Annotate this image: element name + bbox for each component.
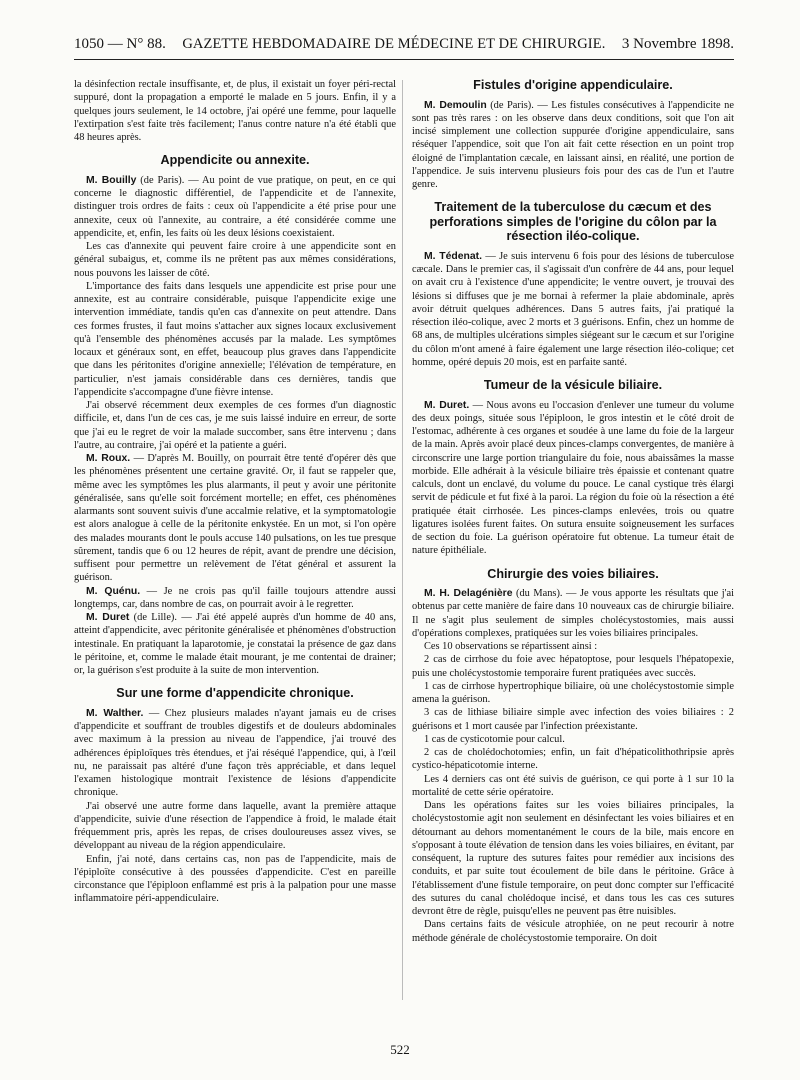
paragraph: [412, 399, 734, 558]
paragraph-text: (de Lille). — J'ai été appelé auprès d'un homme de 40 ans, atteint d'appendicite, avec péritonite généralisée et phénomènes d'obstruction intestinale. En pratiquant la laparotomie, je constatai la présence de gaz dans le péritoine, et, comme le malade était mourant, je me contentai de drainer; or, la guérison s'est produite à la suite de mon intervention.: [74, 612, 396, 676]
paragraph-text: (de Paris). — Au point de vue pratique, on peut, en ce qui concerne le diagnostic différentiel, de l'appendicite et de l'annexite, distinguer trois ordres de faits : ceux où l'appendicite a été prise pour une annexite, ceux où l'annexite, au contraire, a été considérée comme une appendicite, et, enfin, les faits où les deux lésions coexistaient.: [74, 174, 396, 239]
speaker-name: M. Bouilly: [86, 174, 137, 186]
paragraph: [412, 587, 734, 640]
paragraph-text: (de Paris). — Les fistules consécutives à l'appendicite ne sont pas très rares : on les observe dans deux conditions, soit que l'on ait incisé simplement une collection suppurée d'origine appendiculaire, sans réséquer l'appendice, soit que l'on ait fait cette résection en un point trop éloigné de l'implantation cæcale, en laissant ainsi, en réalité, une portion de l'appendice. Je suis intervenu plusieurs fois pour des cas de l'un et l'autre genre.: [412, 99, 734, 190]
speaker-name: M. Roux.: [86, 453, 131, 464]
running-head: [74, 36, 734, 60]
paragraph-text: — D'après M. Bouilly, on pourrait être tenté d'opérer dès que les phénomènes présentent une certaine gravité. Or, il faut se rappeler que, même avec les symptômes les plus alarmants, il peut y avoir une péritonite généralisée, sans qu'elle soit forcément mortelle; en effet, ces phénomènes alarmants sont souvent suivis d'une accalmie relative, et la symptomatologie est alors analogue à celle de la péritonite enkystée. En un mot, si l'on opère des malades mourants dont le pouls accuse 140 pulsations, on les tue presque sûrement, tandis que 6 ou 12 heures de répit, avant de prendre une décision, suffisent pour permettre un relèvement de l'état général et assurent la guérison.: [74, 453, 397, 584]
paragraph: Les 4 derniers cas ont été suivis de guérison, ce qui porte à 1 sur 10 la mortalité de cette série opératoire.: [412, 773, 734, 798]
section-heading: Sur une forme d'appendicite chronique.: [116, 686, 354, 701]
speaker-name: M. Demoulin: [424, 99, 487, 111]
column-divider: [402, 80, 403, 1000]
paragraph-text: — Je ne crois pas qu'il faille toujours attendre aussi longtemps, car, dans nombre de cas, on pourrait avoir à le regretter.: [74, 585, 397, 610]
paragraph: [74, 585, 396, 612]
paragraph-text: — Chez plusieurs malades n'ayant jamais eu de crises d'appendicite et souffrant de troubles digestifs et de douleurs abdominales avec maximum à la pression au niveau de l'appendice, j'ai trouvé des adhérences épiploïques très étendues, et j'ai réséqué l'appendice, qui, à l'œil nu, ne paraissait pas altéré d'une façon très appréciable, et dans lequel l'examen histologique montrait l'existence de lésions d'appendicite chronique.: [74, 707, 396, 799]
paragraph: la désinfection rectale insuffisante, et, de plus, il existait un foyer péri-rectal suppuré, dont la propagation a emporté le malade en 5 jours. Enfin, il y a quelques jours seulement, le 14 octobre, j'ai opéré une femme, pour laquelle l'extirpation s'est faite très facilement; l'anus contre nature n'a été établi que 48 heures après.: [74, 79, 396, 143]
section-heading: Tumeur de la vésicule biliaire.: [483, 378, 663, 392]
section-heading: Fistules d'origine appendiculaire.: [473, 78, 673, 92]
paragraph: Enfin, j'ai noté, dans certains cas, non pas de l'appendicite, mais de l'épiploïte consécutive à des poussées d'appendicite. C'est en pareille circonstance que l'épiploon enflammé est pris à la palpation pour une masse inflammatoire péri-appendiculaire.: [74, 853, 396, 905]
speaker-name: M. Duret: [86, 612, 130, 623]
page-number: 1050 — N° 88.: [74, 36, 166, 52]
paragraph: [74, 174, 396, 240]
speaker-name: M. Tédenat.: [424, 250, 482, 262]
list-item: 2 cas de cirrhose du foie avec hépatoptose, pour lesquels l'hépatopexie, puis une cholécystostomie temporaire furent pratiquées avec succès.: [412, 654, 734, 679]
paragraph: J'ai observé récemment deux exemples de ces formes d'un diagnostic difficile, et, dans l'un de ces cas, je me suis laissé induire en erreur, de sorte que j'ai eu le regret de voir la malade succomber, sans être intervenu ; dans l'autre, au contraire, j'ai opéré et la patiente a guéri.: [74, 400, 396, 451]
paragraph: [74, 452, 396, 585]
paragraph: J'ai observé une autre forme dans laquelle, avant la première attaque d'appendicite, suivie d'une résection de l'appendice à froid, le malade était fréquemment pris, après les repas, de crises douloureuses assez vives, se développant au niveau de la région appendiculaire.: [74, 800, 396, 852]
paragraph: [412, 250, 734, 369]
paragraph: Dans les opérations faites sur les voies biliaires principales, la cholécystostomie agit non seulement en désinfectant les voies biliaires et en détournant au dehors momentanément le cours de la bile, mais encore en s'opposant à toute élévation de tension dans les voies biliaires, en évitant, par conséquent, la rupture des sutures faites pour remédier aux incisions des conduits, et par suite tout écoulement de bile dans le péritoine. Grâce à l'établissement d'une fistule temporaire, on peut donc compter sur l'efficacité des sutures du canal cholédoque incisé, et dans tous les cas ces sutures devront être de règle, puisqu'elles ne peuvent pas être nuisibles.: [412, 800, 734, 917]
paragraph: [412, 99, 734, 192]
list-item: 2 cas de cholédochotomies; enfin, un fait d'hépaticolithothripsie après cystico-hépaticotomie interne.: [412, 747, 734, 772]
paragraph-text: — Nous avons eu l'occasion d'enlever une tumeur du volume des deux poings, située sous l'épiploon, le gros intestin et le côté droit de l'estomac, adhérente à ces organes et soudée à une lame du foie de la largeur de la main. Après avoir placé deux pinces-clamps convergentes, de manière à circonscrire une large portion triangulaire du foie, nous abaissâmes la masse morbide. Elle adhérait à la vésicule biliaire très épaissie et contenant quatre calculs, dont un enclavé, du volume du pouce. Le canal cystique très élargi servit de pédicule et fut fixé à la paroi. La région du foie où la résection a été pratiquée était cirrhosée. Les pinces-clamps enlevées, trois ou quatre ligatures isolées furent faites. On sutura ensuite soigneusement les surfaces de section du foie. La guérison opératoire fut obtenue. La tumeur était de nature épithéliale.: [412, 399, 734, 557]
list-item: 1 cas de cirrhose hypertrophique biliaire, où une cholécystostomie simple amena la guérison.: [412, 680, 734, 705]
paragraph: Ces 10 observations se répartissent ainsi :: [424, 641, 598, 652]
journal-title: GAZETTE HEBDOMADAIRE DE MÉDECINE ET DE CHIRURGIE.: [182, 36, 606, 52]
paragraph: L'importance des faits dans lesquels une appendicite est prise pour une annexite, est au contraire considérable, puisque l'appendicite exige une intervention immédiate, tandis qu'en cas d'annexite on peut attendre. Dans ces formes frustes, il faut moins s'attacher aux signes locaux exclusivement qu'à l'ensemble des phénomènes accusés par la malade. Les symptômes locaux et généraux sont, en effet, beaucoup plus graves dans l'appendicite que dans les péritonites d'origine annexielle; l'élévation de température, en particulier, n'est jamais considérable dans ces dernières, tandis que l'appendicite s'accompagne d'une fièvre intense.: [74, 280, 396, 398]
section-heading: Appendicite ou annexite.: [160, 153, 310, 168]
paragraph: Les cas d'annexite qui peuvent faire croire à une appendicite sont en général subaigus, et, comme ils ne prêtent pas aux mêmes considérations, nous pouvons les laisser de côté.: [74, 241, 396, 279]
folio-number: 522: [390, 1042, 410, 1057]
speaker-name: M. Walther.: [86, 707, 144, 719]
issue-date: 3 Novembre 1898.: [621, 36, 734, 52]
list-item: 1 cas de cysticotomie pour calcul.: [424, 733, 565, 745]
speaker-name: M. H. Delagénière: [424, 588, 513, 599]
section-heading: Chirurgie des voies biliaires.: [487, 566, 659, 581]
left-column: [74, 78, 396, 906]
paragraph: [74, 611, 396, 677]
speaker-name: M. Quénu.: [86, 585, 141, 597]
right-column: [412, 78, 734, 945]
list-item: 3 cas de lithiase biliaire simple avec infection des voies biliaires : 2 guérisons et 1 mort causée par l'infection préexistante.: [412, 707, 734, 732]
speaker-name: M. Duret.: [424, 399, 470, 411]
paragraph-text: — Je suis intervenu 6 fois pour des lésions de tuberculose cæcale. Dans le premier cas, il s'agissait d'un confrère de 44 ans, pour lequel on avait cru à l'existence d'une appendicite; le ventre ouvert, je trouvai des lésions si diffuses que je me bornai à refermer la plaie abdominale, après avoir détruit quelques adhérences. Dans 5 autres faits, j'ai pratiqué la résection iléo-colique, avec 2 morts et 3 guérisons. Enfin, chez un homme de 68 ans, de multiples ulcérations simples siégeant sur le cæcum et sur l'origine du côlon m'ont amené à faire également une large résection iléo-colique; cet homme, opéré depuis 20 mois, est en parfaite santé.: [412, 250, 734, 368]
section-heading: Traitement de la tuberculose du cæcum et des perforations simples de l'origine du côlon par la résection iléo-colique.: [429, 200, 717, 244]
paragraph-text: (du Mans). — Je vous apporte les résultats que j'ai obtenus par cette manière de faire dans 10 nouveaux cas de chirurgie biliaire. Il ne s'agit plus seulement de simples cholécystostomies, mais aussi d'opérations complexes, pratiquées sur les voies biliaires principales.: [412, 588, 734, 639]
paragraph: [74, 707, 396, 800]
paragraph: Dans certains faits de vésicule atrophiée, on ne peut recourir à notre méthode générale de cholécystostomie temporaire. On doit: [412, 919, 734, 944]
